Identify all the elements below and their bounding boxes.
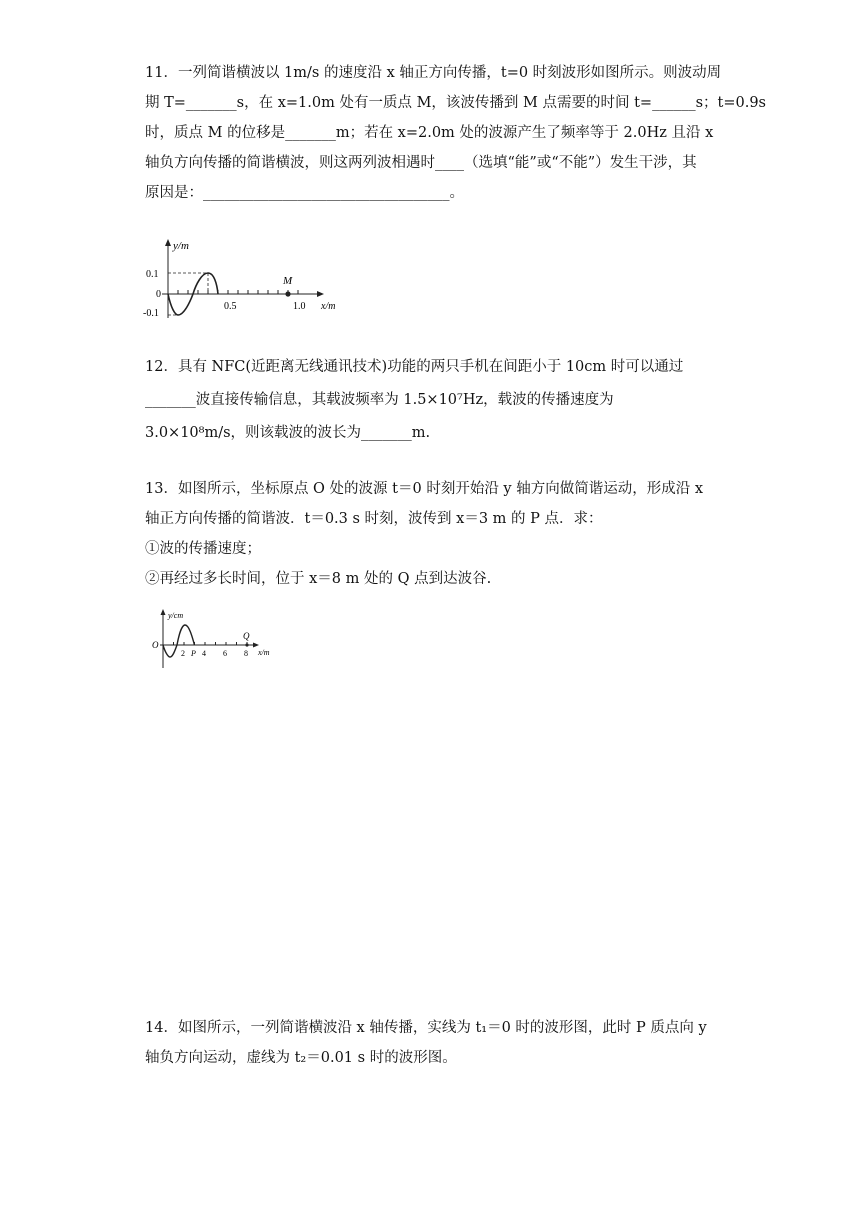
q13-y-arrow: [161, 609, 166, 615]
q13-x-tick-8: 8: [244, 649, 248, 658]
q11-y-axis-label: y/m: [173, 240, 189, 252]
q11-x-tick-10: 1.0: [293, 301, 306, 312]
question-12: [145, 351, 725, 450]
q13-origin-label: O: [152, 640, 159, 650]
q13-x-tick-4: 4: [202, 649, 206, 658]
q11-point-m: [285, 291, 290, 296]
q11-line-5: 原因是：__________________________________。: [145, 185, 464, 201]
q11-wave-figure: [140, 236, 350, 321]
q13-x-axis-label: x/m: [258, 648, 270, 657]
q13-x-tick-2: 2: [181, 649, 185, 658]
q13-point-q: [245, 643, 248, 646]
q13-wave-figure: [146, 608, 281, 670]
q13-x-arrow: [253, 643, 259, 648]
q13-x-tick-p: P: [191, 649, 196, 658]
q14-line-1: 14．如图所示，一列简谐横波沿 x 轴传播，实线为 t₁＝0 时的波形图，此时 P 质点向 y: [145, 1020, 707, 1036]
q14-line-2: 轴负方向运动，虚线为 t₂＝0.01 s 时的波形图。: [145, 1050, 457, 1066]
q11-line-3: 时，质点 M 的位移是_______m；若在 x=2.0m 处的波源产生了频率等于 2.0Hz 且沿 x: [145, 125, 714, 141]
q11-y-tick-zero: 0: [156, 289, 161, 300]
q13-line-3: ①波的传播速度；: [145, 541, 261, 557]
q13-line-4: ②再经过多长时间，位于 x＝8 m 处的 Q 点到达波谷.: [145, 571, 492, 587]
q13-point-q-label: Q: [243, 631, 250, 641]
q12-line-3: 3.0×10⁸m/s，则该载波的波长为_______m.: [145, 425, 431, 441]
q11-y-arrow: [165, 239, 171, 246]
q11-line-4: 轴负方向传播的简谐横波，则这两列波相遇时____（选填“能”或“不能”）发生干涉，其: [145, 155, 697, 171]
q11-point-m-label: M: [283, 275, 293, 287]
q12-line-1: 12．具有 NFC(近距离无线通讯技术)功能的两只手机在间距小于 10cm 时可以通过: [145, 359, 684, 375]
question-11: [145, 58, 766, 208]
q13-line-2: 轴正方向传播的简谐波．t＝0.3 s 时刻，波传到 x＝3 m 的 P 点．求：: [145, 511, 603, 527]
q11-x-arrow: [317, 291, 324, 297]
q12-line-2: _______波直接传输信息，其载波频率为 1.5×10⁷Hz，载波的传播速度为: [145, 392, 614, 408]
q11-y-tick-bottom: -0.1: [143, 308, 159, 319]
q13-line-1: 13．如图所示，坐标原点 O 处的波源 t＝0 时刻开始沿 y 轴方向做简谐运动，形成沿 x: [145, 481, 704, 497]
question-13: [145, 474, 725, 594]
q13-y-axis-label: y/cm: [168, 611, 184, 620]
q11-line-1: 11．一列简谐横波以 1m/s 的速度沿 x 轴正方向传播，t=0 时刻波形如图所示。则波动周: [145, 65, 722, 81]
q13-wave-curve: [163, 625, 195, 657]
q11-x-axis-label: x/m: [321, 301, 336, 312]
q11-y-tick-top: 0.1: [146, 269, 159, 280]
q13-x-tick-6: 6: [223, 649, 227, 658]
question-14: [145, 1013, 725, 1073]
q11-x-tick-05: 0.5: [224, 301, 237, 312]
q11-line-2: 期 T=_______s，在 x=1.0m 处有一质点 M，该波传播到 M 点需要的时间 t=______s；t=0.9s: [145, 95, 766, 111]
